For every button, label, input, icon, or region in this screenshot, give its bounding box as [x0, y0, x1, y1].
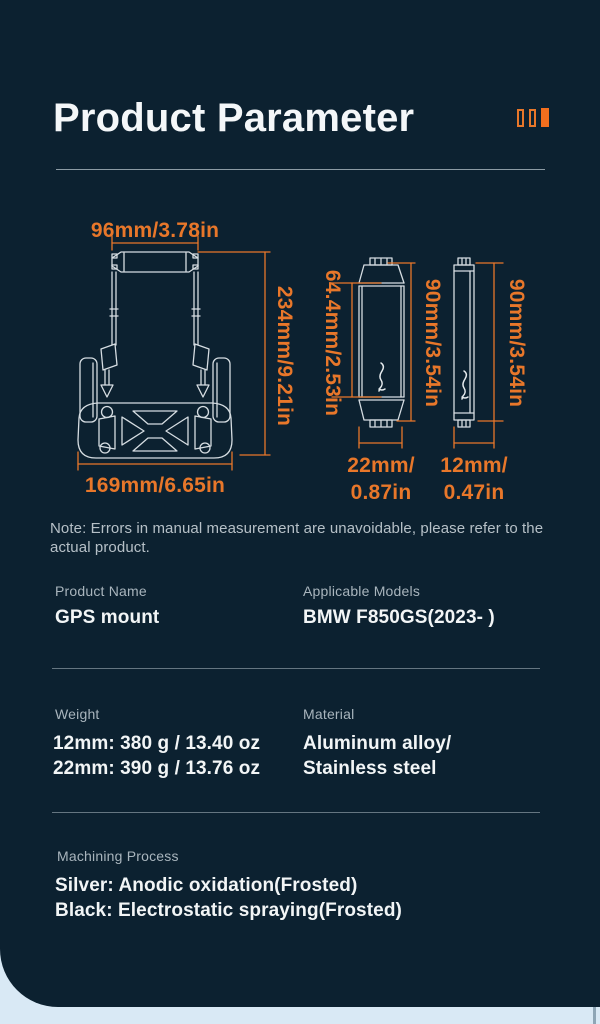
title-divider [56, 169, 545, 170]
decor-bars [517, 108, 549, 127]
dim-label-bottom-width: 169mm/6.65in [84, 474, 226, 497]
machining-process-label: Machining Process [57, 848, 179, 864]
dim-label-22mm-width-line1: 22mm/ [347, 454, 415, 477]
material-value-line1: Aluminum alloy/ [303, 733, 452, 754]
bottom-strip-divider [593, 1007, 596, 1024]
dim-label-22mm-width-line2: 0.87in [350, 481, 412, 504]
applicable-models-label: Applicable Models [303, 583, 421, 599]
machining-process-value-line2: Black: Electrostatic spraying(Frosted) [55, 900, 402, 921]
decor-bar-filled-icon [541, 108, 549, 127]
note-text: Note: Errors in manual measurement are unavoidable, please refer to the actual product. [50, 520, 544, 556]
side-view-12mm-drawing [454, 258, 474, 427]
dim-label-12mm-full-height: 90mm/3.54in [505, 278, 528, 408]
product-name-value: GPS mount [55, 607, 160, 628]
decor-bar-outline-icon [517, 109, 524, 127]
material-value-line2: Stainless steel [303, 758, 437, 779]
weight-value-line2: 22mm: 390 g / 13.76 oz [53, 758, 261, 779]
machining-process-value-line1: Silver: Anodic oxidation(Frosted) [55, 875, 358, 896]
decor-bar-outline-icon [529, 109, 536, 127]
dim-label-12mm-width-line2: 0.47in [443, 481, 505, 504]
weight-value-line1: 12mm: 380 g / 13.40 oz [53, 733, 261, 754]
material-label: Material [303, 706, 355, 722]
dim-label-22mm-width [347, 452, 415, 506]
spec-divider [52, 668, 540, 669]
dim-label-top-width: 96mm/3.78in [90, 219, 220, 242]
weight-label: Weight [55, 706, 100, 722]
applicable-models-value: BMW F850GS(2023- ) [303, 607, 495, 628]
dim-label-22mm-full-height: 90mm/3.54in [421, 278, 444, 408]
dim-label-height: 234mm/9.21in [273, 285, 296, 427]
dim-label-12mm-width-line1: 12mm/ [440, 454, 508, 477]
spec-divider [52, 812, 540, 813]
page-title: Product Parameter [53, 96, 415, 140]
front-view-drawing [78, 252, 232, 458]
product-name-label: Product Name [55, 583, 147, 599]
dim-label-12mm-width [440, 452, 508, 506]
dim-label-22mm-body-height: 64.4mm/2.53in [321, 269, 344, 417]
